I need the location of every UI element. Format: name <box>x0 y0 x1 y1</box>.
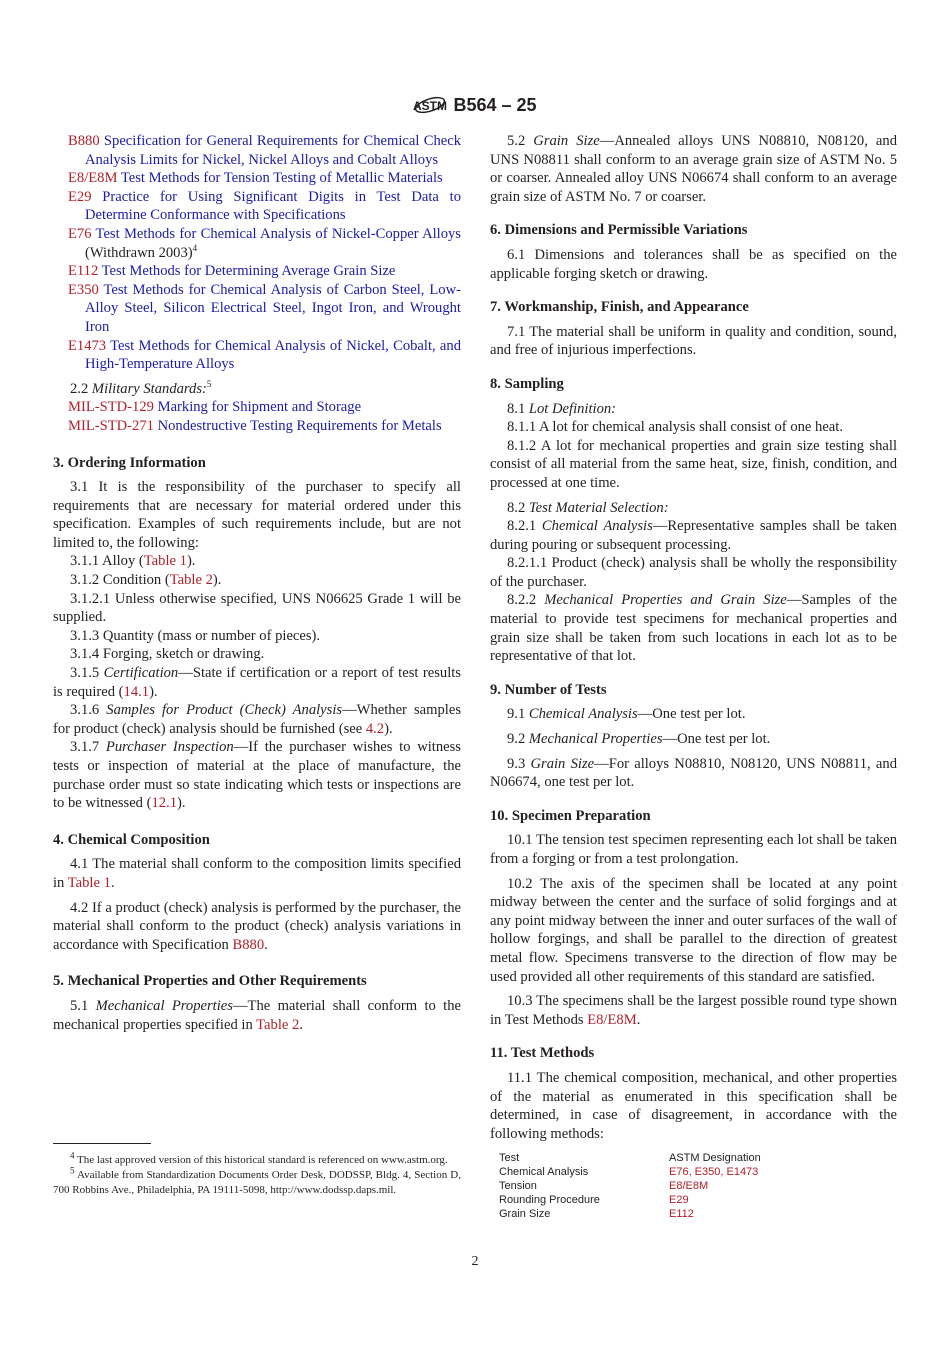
para-4-1: 4.1 The material shall conform to the composition limits specified in Table 1. <box>53 856 461 891</box>
ref-code[interactable]: MIL-STD-129 <box>68 399 154 416</box>
page-number: 2 <box>471 1254 479 1269</box>
test-name: Tension <box>499 1180 537 1193</box>
para-3-1-1: 3.1.1 Alloy (Table 1). <box>70 553 196 570</box>
ref-note: (Withdrawn 2003) <box>85 244 193 261</box>
section-3-heading: 3. Ordering Information <box>53 454 206 471</box>
section-6-heading: 6. Dimensions and Permissible Variations <box>490 222 748 239</box>
military-standards-heading: 2.2 Military Standards:$^5$ <box>70 378 212 397</box>
table-1-link[interactable]: Table 1 <box>67 874 111 891</box>
para-3-1-5: 3.1.5 Certification—State if certification or a report of test results is required (14.1). <box>53 665 461 700</box>
ref-title[interactable]: Test Methods for Chemical Analysis of Carbon Steel, Low-Alloy Steel, Silicon Electrical Steel, Ingot Iron, and Wrought Iron <box>85 281 461 335</box>
table-header-row <box>490 1151 897 1165</box>
designation-link[interactable]: E112 <box>669 1208 694 1221</box>
para-3-1-4: 3.1.4 Forging, sketch or drawing. <box>70 646 265 663</box>
para-8-2: 8.2 Test Material Selection: <box>507 499 669 516</box>
military-standards-list <box>68 398 461 435</box>
section-10-heading: 10. Specimen Preparation <box>490 807 651 824</box>
test-name: Rounding Procedure <box>499 1194 600 1207</box>
ref-title[interactable]: Test Methods for Chemical Analysis of Nickel, Cobalt, and High-Temperature Alloys <box>85 337 461 373</box>
reference-mil-std-129[interactable] <box>53 398 461 417</box>
para-11-1: 11.1 The chemical composition, mechanical, and other properties of the material as enumerated in this specification shall be determined, in case of disagreement, in accordance with the following methods: <box>490 1069 897 1142</box>
para-3-1-3: 3.1.3 Quantity (mass or number of pieces). <box>70 627 321 644</box>
para-10-2: 10.2 The axis of the specimen shall be located at any point midway between the center and the surface of solid forgings and at any point midway between the inner and outer surfaces of the wall of hollow forgings, and shall be parallel to the direction of greatest metal flow. Specimens transverse to the direction of flow may be used provided all other requirements of this standard are satisfied. <box>490 875 897 985</box>
reference-e1473[interactable] <box>53 337 461 374</box>
ref-code[interactable]: E8/E8M <box>68 170 118 187</box>
designation-link[interactable]: E29 <box>669 1194 689 1207</box>
left-column <box>53 132 461 1034</box>
para-8-1-2: 8.1.2 A lot for mechanical properties and grain size testing shall consist of all material from the same heat, size, finish, condition, and processed at one time. <box>490 437 897 491</box>
ref-title[interactable]: Test Methods for Chemical Analysis of Nickel-Copper Alloys <box>95 225 461 242</box>
para-8-2-2: 8.2.2 Mechanical Properties and Grain Size—Samples of the material to provide test specimens for mechanical properties and grain size shall be taken from such locations in each lot as to be representative of that lot. <box>490 592 897 665</box>
reference-e76[interactable] <box>53 225 461 262</box>
para-9-2: 9.2 Mechanical Properties—One test per lot. <box>507 731 771 748</box>
table-1-link[interactable]: Table 1 <box>143 553 187 570</box>
right-column <box>490 132 897 1221</box>
e8-link[interactable]: E8/E8M <box>587 1011 637 1028</box>
footnote-4: $^4$ The last approved version of this historical standard is referenced on www.astm.org. <box>70 1150 448 1166</box>
designation-link[interactable]: E76, E350, E1473 <box>669 1166 759 1179</box>
section-9-heading: 9. Number of Tests <box>490 681 607 698</box>
para-8-1: 8.1 Lot Definition: <box>507 400 617 417</box>
para-9-3: 9.3 Grain Size—For alloys N08810, N08120, UNS N08811, and N06674, one test per lot. <box>490 755 898 791</box>
reference-mil-std-271[interactable] <box>53 417 461 436</box>
ref-code[interactable]: E29 <box>68 188 92 205</box>
section-4-heading: 4. Chemical Composition <box>53 831 210 848</box>
para-3-1-6: 3.1.6 Samples for Product (Check) Analysis—Whether samples for product (check) analysis should be furnished (see 4.2). <box>53 702 461 737</box>
para-4-2: 4.2 If a product (check) analysis is performed by the purchaser, the material shall conform to the product (check) analysis variations in accordance with Specification B880. <box>53 899 461 953</box>
reference-e29[interactable] <box>53 188 461 225</box>
column-header-designation: ASTM Designation <box>669 1152 761 1165</box>
para-3-1: 3.1 It is the responsibility of the purchaser to specify all requirements that are necessary for material ordered under this specification. Examples of such requirements include, but are not limited to, the following: <box>53 479 461 551</box>
para-8-1-1: 8.1.1 A lot for chemical analysis shall consist of one heat. <box>507 419 843 436</box>
para-3-1-2-1: 3.1.2.1 Unless otherwise specified, UNS N06625 Grade 1 will be supplied. <box>53 590 461 626</box>
test-name: Grain Size <box>499 1208 551 1221</box>
para-10-3: 10.3 The specimens shall be the largest possible round type shown in Test Methods E8/E8M. <box>490 993 897 1028</box>
test-methods-table <box>490 1151 897 1221</box>
para-8-2-1: 8.2.1 Chemical Analysis—Representative samples shall be taken during pouring or subsequent processing. <box>490 518 897 553</box>
section-14-1-link[interactable]: 14.1 <box>123 683 150 700</box>
reference-e8[interactable] <box>53 169 461 188</box>
para-3-1-7: 3.1.7 Purchaser Inspection—If the purchaser wishes to witness tests or inspection of material at the place of manufacture, the purchase order must so state indicating which tests or inspections are to be witnessed (12.1). <box>53 739 461 812</box>
ref-code[interactable]: E1473 <box>68 337 107 354</box>
para-6-1: 6.1 Dimensions and tolerances shall be as specified on the applicable forging sketch or drawing. <box>490 246 897 282</box>
para-8-2-1-1: 8.2.1.1 Product (check) analysis shall be wholly the responsibility of the purchaser. <box>490 555 897 590</box>
section-7-heading: 7. Workmanship, Finish, and Appearance <box>490 299 749 316</box>
footnote-divider <box>53 1143 151 1144</box>
ref-title[interactable]: Nondestructive Testing Requirements for Metals <box>157 417 442 434</box>
ref-title[interactable]: Test Methods for Tension Testing of Metallic Materials <box>120 170 443 187</box>
table-row <box>490 1193 897 1207</box>
section-5-heading: 5. Mechanical Properties and Other Requirements <box>53 973 367 990</box>
column-header-test: Test <box>499 1152 520 1165</box>
ref-code[interactable]: B880 <box>68 133 100 149</box>
designation-link[interactable]: E8/E8M <box>669 1180 709 1193</box>
referenced-documents-list <box>68 132 461 374</box>
section-11-heading: 11. Test Methods <box>490 1045 595 1062</box>
footnotes <box>53 1150 461 1198</box>
ref-title[interactable]: Specification for General Requirements for Chemical Check Analysis Limits for Nickel, Nickel Alloys and Cobalt Alloys <box>85 133 461 168</box>
section-8-heading: 8. Sampling <box>490 375 564 392</box>
table-row <box>490 1207 897 1221</box>
ref-code[interactable]: E76 <box>68 225 92 242</box>
table-row <box>490 1179 897 1193</box>
ref-code[interactable]: MIL-STD-271 <box>68 417 154 434</box>
section-12-1-link[interactable]: 12.1 <box>151 795 178 812</box>
astm-logo-icon <box>413 93 447 117</box>
ref-title[interactable]: Marking for Shipment and Storage <box>157 399 362 416</box>
svg-text:ASTM: ASTM <box>413 99 448 113</box>
reference-b880[interactable] <box>53 132 461 169</box>
footnote-5: $^5$ Available from Standardization Documents Order Desk, DODSSP, Bldg. 4, Section D, 700 Robbins Ave., Philadelphia, PA 19111-5098, http://www.dodssp.daps.mil. <box>53 1165 461 1196</box>
table-2-link[interactable]: Table 2 <box>169 572 213 589</box>
ref-code[interactable]: E350 <box>68 281 99 298</box>
table-2-link[interactable]: Table 2 <box>256 1016 300 1033</box>
para-3-1-2: 3.1.2 Condition (Table 2). <box>70 572 222 589</box>
b880-link[interactable]: B880 <box>232 936 265 953</box>
table-row <box>490 1165 897 1179</box>
para-5-1: 5.1 Mechanical Properties—The material shall conform to the mechanical properties specified in Table 2. <box>53 997 462 1033</box>
reference-e112[interactable] <box>53 262 461 281</box>
footnote-marker: 4 <box>192 242 198 253</box>
ref-code[interactable]: E112 <box>68 263 99 280</box>
document-id: B564 – 25 <box>453 94 537 115</box>
test-name: Chemical Analysis <box>499 1166 589 1179</box>
ref-title[interactable]: Practice for Using Significant Digits in Test Data to Determine Conformance with Specifications <box>85 188 461 224</box>
para-7-1: 7.1 The material shall be uniform in quality and condition, sound, and free of injurious imperfections. <box>490 323 897 359</box>
page-header <box>0 93 950 122</box>
reference-e350[interactable] <box>53 281 461 337</box>
section-4-2-link[interactable]: 4.2 <box>365 720 385 737</box>
para-9-1: 9.1 Chemical Analysis—One test per lot. <box>507 706 746 723</box>
para-5-2: 5.2 Grain Size—Annealed alloys UNS N08810, N08120, and UNS N08811 shall conform to an average grain size of ASTM No. 5 or coarser. Annealed alloy UNS N06674 shall conform to an average grain size of ASTM No. 7 or coarser. <box>490 133 897 205</box>
ref-title[interactable]: Test Methods for Determining Average Grain Size <box>101 263 396 280</box>
para-10-1: 10.1 The tension test specimen representing each lot shall be taken from a forging or from a test prolongation. <box>490 832 897 867</box>
